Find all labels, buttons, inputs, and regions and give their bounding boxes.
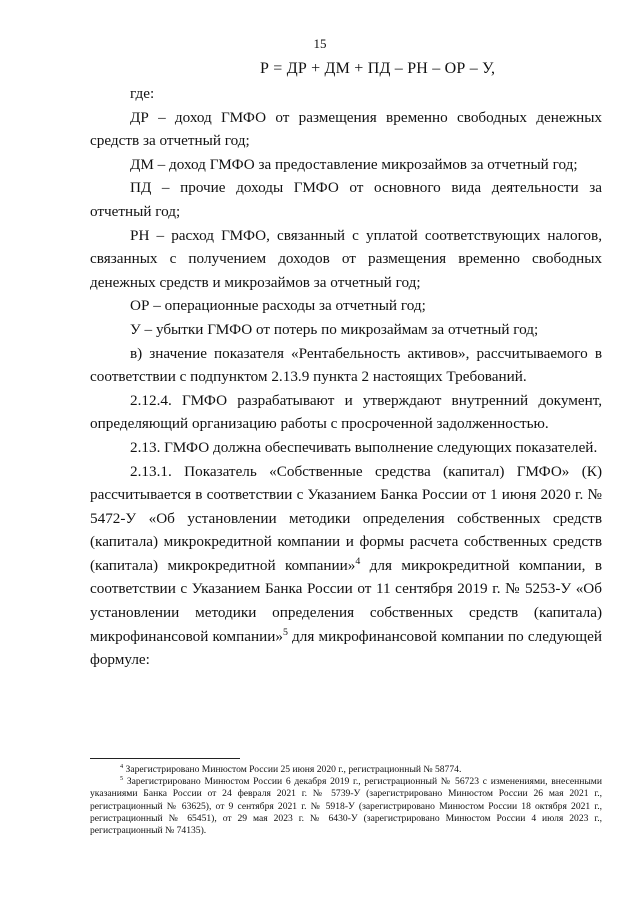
footnote-4 <box>90 764 602 776</box>
footnote-5 <box>90 776 602 837</box>
paragraph-dr: ДР – доход ГМФО от размещения временно свободных денежных средств за отчетный год; <box>90 108 602 150</box>
footnote-4-number: 4 <box>120 762 124 770</box>
footnote-5-text: Зарегистрировано Минюстом России 6 декабря 2019 г., регистрационный № 56723 с изменениями, внесенными указаниями Банка России от 24 февраля 2021 г. № 5739-У (зарегистрировано Минюстом России 26 мая 2021 г., регистрационный № 63625), от 9 сентября 2021 г. № 5918-У (зарегистрировано Минюстом России 18 октября 2021 г., регистрационный № 65451), от 29 мая 2023 г. № 6430-У (зарегистрировано Минюстом России 4 июля 2023 г., регистрационный № 74135). <box>90 776 602 837</box>
footnotes <box>90 764 602 837</box>
paragraph-213: 2.13. ГМФО должна обеспечивать выполнение следующих показателей. <box>130 438 598 456</box>
paragraph-roa: в) значение показателя «Рентабельность активов», рассчитываемого в соответствии с подпунктом 2.13.9 пункта 2 настоящих Требований. <box>90 344 602 386</box>
footnote-5-number: 5 <box>120 775 124 783</box>
paragraph-u: У – убытки ГМФО от потерь по микрозаймам за отчетный год; <box>130 320 539 338</box>
body-text <box>90 82 602 672</box>
paragraph-2131-part1: 2.13.1. Показатель «Собственные средства (капитал) ГМФО» (К) рассчитывается в соответствии с Указанием Банка России от 1 июня 2020 г. № 5472-У «Об установлении методики определения собственных средств (капитала) микрокредитной компании и формы расчета собственных средств (капитала) микрокредитной компании» <box>90 462 602 574</box>
paragraph-pd: ПД – прочие доходы ГМФО от основного вида деятельности за отчетный год; <box>90 179 602 220</box>
paragraph-or: ОР – операционные расходы за отчетный год; <box>130 297 426 315</box>
paragraph-2131-part2: для микрокредитной компании, в соответствии с Указанием Банка России от 11 сентября 2019 г. № 5253-У «Об установлении методики определения собственных средств (капитала) микрофинансовой компании» <box>90 556 602 645</box>
paragraph-dm: ДМ – доход ГМФО за предоставление микрозаймов за отчетный год; <box>130 155 578 173</box>
paragraph-2131-part3: для микрофинансовой компании по следующей формуле: <box>90 627 602 669</box>
profit-formula: Р = ДР + ДМ + ПД – РН – ОР – У, <box>260 60 496 77</box>
footnote-divider <box>90 758 240 759</box>
paragraph-2131 <box>90 460 602 672</box>
paragraph-rn: РН – расход ГМФО, связанный с уплатой соответствующих налогов, связанных с получением доходов от размещения временно свободных денежных средств и микрозаймов за отчетный год; <box>90 226 602 291</box>
footnote-ref-5[interactable]: 5 <box>282 626 288 638</box>
page-number: 15 <box>313 36 327 51</box>
footnote-ref-4[interactable]: 4 <box>355 555 361 567</box>
paragraph-where: где: <box>130 85 155 102</box>
paragraph-2124: 2.12.4. ГМФО разрабатывают и утверждают внутренний документ, определяющий организацию работы с просроченной задолженностью. <box>90 391 602 433</box>
footnote-4-text: Зарегистрировано Минюстом России 25 июня 2020 г., регистрационный № 58774. <box>123 764 462 775</box>
